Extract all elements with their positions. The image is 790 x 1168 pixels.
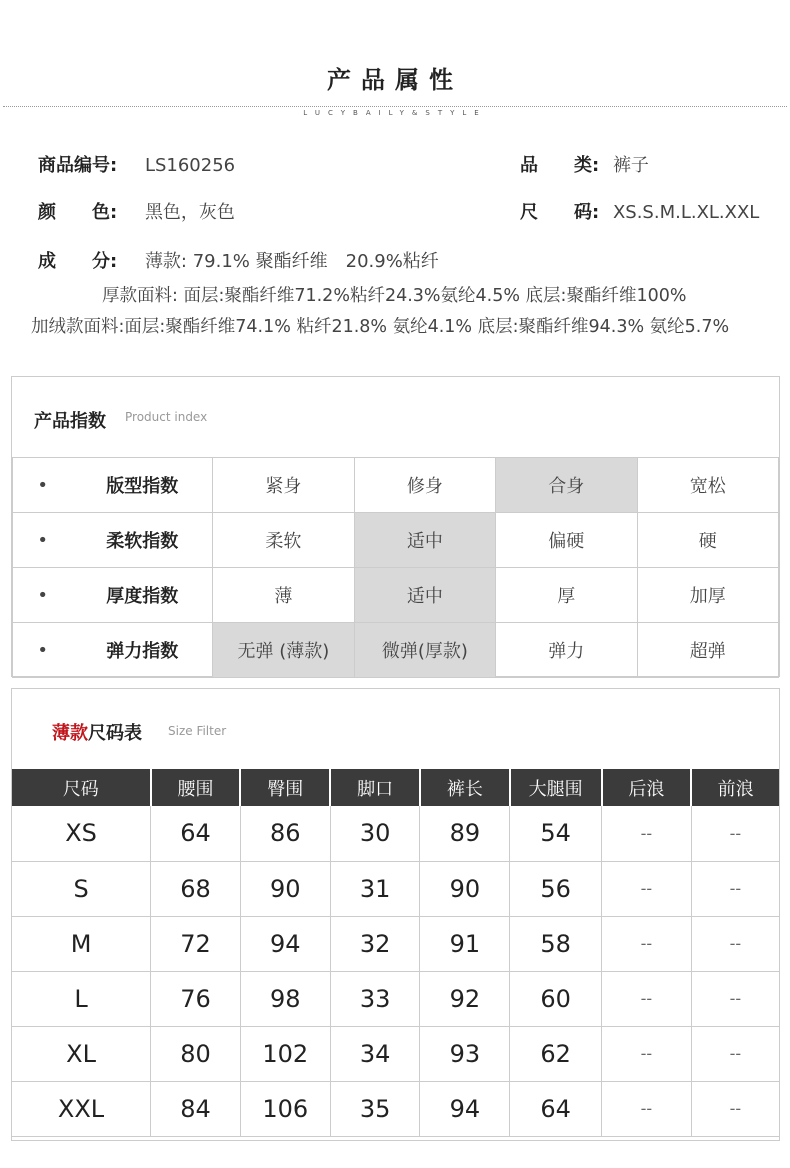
size-cell: 94	[240, 916, 330, 971]
index-label: 柔软指数	[72, 513, 212, 568]
size-row	[12, 1081, 779, 1136]
size-chart-title	[52, 719, 142, 745]
size-cell: XL	[12, 1026, 151, 1081]
item-number	[38, 151, 235, 177]
size-cell: XS	[12, 806, 151, 861]
size-column-header: 前浪	[691, 769, 779, 806]
size-cell: 84	[151, 1081, 241, 1136]
size-cell: 106	[240, 1081, 330, 1136]
brand-subtitle	[0, 100, 790, 119]
size-cell: 58	[510, 916, 602, 971]
thick-fabric-note: 厚款面料: 面层:聚酯纤维71.2%粘纤24.3%氨纶4.5% 底层:聚酯纤维100%	[102, 286, 687, 306]
size-chart-panel	[11, 688, 780, 1141]
bullet-icon: •	[13, 513, 73, 568]
size-column-header: 臀围	[240, 769, 330, 806]
size-cell: --	[691, 1026, 779, 1081]
index-option: 紧身	[213, 458, 354, 513]
index-label: 版型指数	[72, 458, 212, 513]
size-chart-title-main: 尺码表	[88, 723, 142, 744]
size-column-header: 尺码	[12, 769, 151, 806]
size-column-header: 脚口	[330, 769, 420, 806]
size-cell: 93	[420, 1026, 510, 1081]
size-column-header: 腰围	[151, 769, 241, 806]
index-row	[13, 458, 779, 513]
size-range-value: XS.S.M.L.XL.XXL	[612, 202, 760, 223]
index-option: 加厚	[637, 568, 778, 623]
size-cell: 64	[510, 1081, 602, 1136]
size-cell: 32	[330, 916, 420, 971]
size-cell: 30	[330, 806, 420, 861]
color-value: 黑色，灰色	[144, 202, 235, 223]
bullet-icon: •	[13, 568, 73, 623]
index-label: 弹力指数	[72, 623, 212, 678]
index-option: 宽松	[637, 458, 778, 513]
size-column-header: 裤长	[420, 769, 510, 806]
size-cell: 90	[420, 861, 510, 916]
size-cell: 64	[151, 806, 241, 861]
size-row	[12, 916, 779, 971]
category	[520, 151, 649, 177]
composition-value: 薄款: 79.1% 聚酯纤维 20.9%粘纤	[144, 251, 439, 272]
size-cell: --	[691, 916, 779, 971]
size-cell: 33	[330, 971, 420, 1026]
category-value: 裤子	[612, 155, 649, 176]
brand-subtitle-text: LUCYBAILY&STYLE	[293, 109, 496, 117]
size-cell: 56	[510, 861, 602, 916]
size-chart-title-variant: 薄款	[52, 723, 88, 744]
size-cell: --	[602, 916, 692, 971]
size-row	[12, 1026, 779, 1081]
size-cell: XXL	[12, 1081, 151, 1136]
size-table	[12, 769, 779, 1137]
index-option: 薄	[213, 568, 354, 623]
item-number-value: LS160256	[144, 155, 236, 176]
size-cell: 92	[420, 971, 510, 1026]
size-cell: 80	[151, 1026, 241, 1081]
size-cell: --	[691, 861, 779, 916]
size-cell: 34	[330, 1026, 420, 1081]
page-title: 产品属性	[327, 66, 463, 94]
index-row	[13, 513, 779, 568]
size-cell: 35	[330, 1081, 420, 1136]
size-cell: 89	[420, 806, 510, 861]
size-cell: --	[691, 1081, 779, 1136]
size-range-label: 尺 码:	[520, 202, 600, 223]
size-column-header: 后浪	[602, 769, 692, 806]
size-cell: 98	[240, 971, 330, 1026]
size-cell: 68	[151, 861, 241, 916]
size-cell: --	[602, 806, 692, 861]
product-index-title-en: Product index	[125, 410, 208, 424]
index-option: 合身	[496, 458, 637, 513]
size-cell: --	[602, 971, 692, 1026]
composition	[38, 247, 439, 273]
product-index-table	[12, 457, 779, 678]
color	[38, 198, 235, 224]
index-option: 无弹 (薄款)	[213, 623, 354, 678]
velvet-fabric-note: 加绒款面料:面层:聚酯纤维74.1% 粘纤21.8% 氨纶4.1% 底层:聚酯纤维94.3% 氨纶5.7%	[31, 317, 730, 337]
index-row	[13, 568, 779, 623]
size-cell: 31	[330, 861, 420, 916]
index-option: 柔软	[213, 513, 354, 568]
size-cell: 91	[420, 916, 510, 971]
size-cell: S	[12, 861, 151, 916]
size-cell: 86	[240, 806, 330, 861]
size-cell: 72	[151, 916, 241, 971]
bullet-icon: •	[13, 458, 73, 513]
category-label: 品 类:	[520, 155, 600, 176]
size-row	[12, 861, 779, 916]
index-option: 弹力	[496, 623, 637, 678]
index-option: 适中	[354, 568, 495, 623]
index-option: 偏硬	[496, 513, 637, 568]
size-cell: L	[12, 971, 151, 1026]
size-cell: --	[602, 1081, 692, 1136]
size-cell: 90	[240, 861, 330, 916]
size-cell: --	[691, 971, 779, 1026]
product-index-panel	[11, 376, 780, 677]
size-cell: 60	[510, 971, 602, 1026]
size-cell: 94	[420, 1081, 510, 1136]
size-row	[12, 971, 779, 1026]
product-index-title: 产品指数	[34, 411, 106, 432]
size-cell: --	[602, 1026, 692, 1081]
size-cell: --	[602, 861, 692, 916]
size-cell: --	[691, 806, 779, 861]
size-range	[520, 198, 759, 224]
size-cell: 102	[240, 1026, 330, 1081]
size-cell: M	[12, 916, 151, 971]
index-option: 修身	[354, 458, 495, 513]
size-chart-title-en: Size Filter	[168, 724, 227, 738]
composition-label: 成 分:	[38, 251, 118, 272]
index-option: 硬	[637, 513, 778, 568]
index-option: 适中	[354, 513, 495, 568]
size-cell: 62	[510, 1026, 602, 1081]
size-cell: 54	[510, 806, 602, 861]
item-number-label: 商品编号:	[38, 155, 118, 176]
size-column-header: 大腿围	[510, 769, 602, 806]
bullet-icon: •	[13, 623, 73, 678]
index-option: 厚	[496, 568, 637, 623]
size-row	[12, 806, 779, 861]
size-cell: 76	[151, 971, 241, 1026]
index-row	[13, 623, 779, 678]
index-option: 超弹	[637, 623, 778, 678]
color-label: 颜 色:	[38, 202, 118, 223]
index-option: 微弹(厚款)	[354, 623, 495, 678]
index-label: 厚度指数	[72, 568, 212, 623]
